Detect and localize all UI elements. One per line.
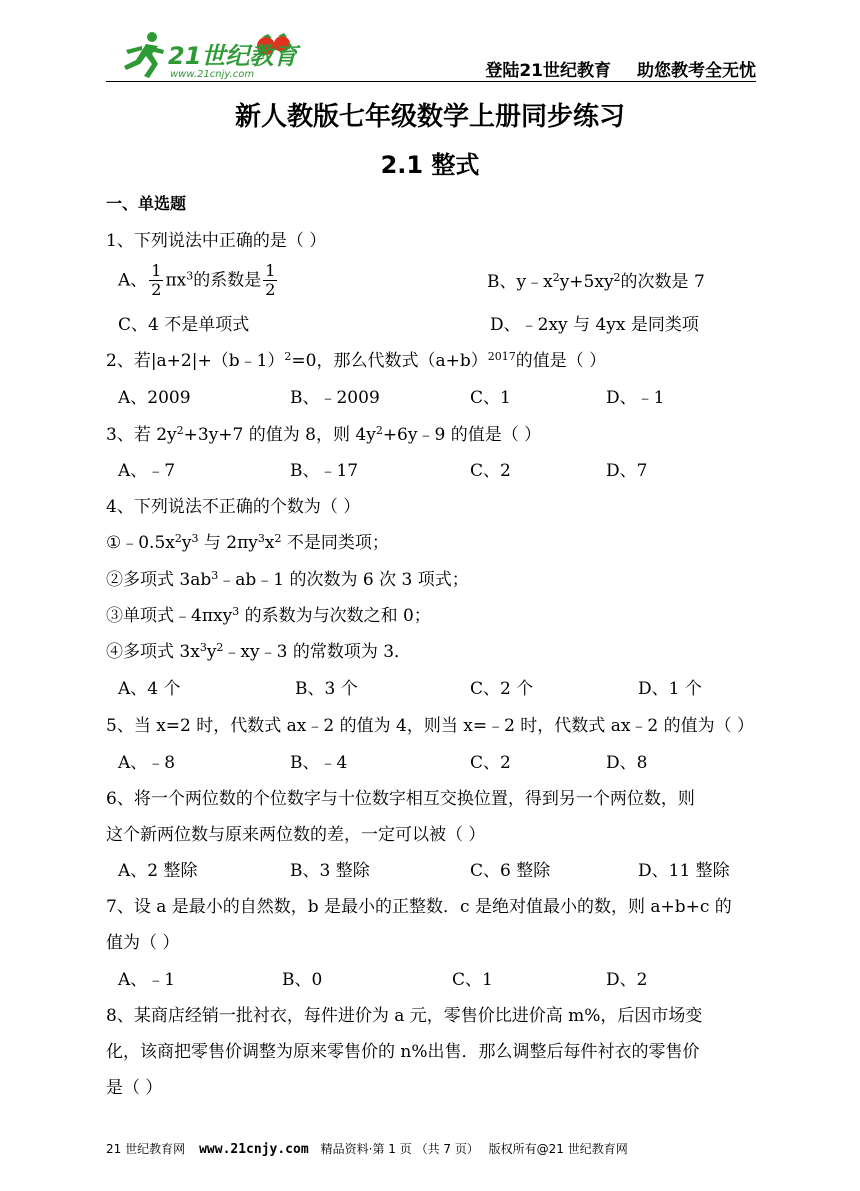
question-6-stem-line-2: 这个新两位数与原来两位数的差，一定可以被（ ） xyxy=(106,825,486,845)
question-1-option-a: A、 $\frac{1}{2}$ $\pi x^3$的系数是 $\frac{1}{2}$ xyxy=(118,261,276,300)
question-7-option-c: C、1 xyxy=(452,970,493,990)
question-8-stem-line-1: 8、某商店经销一批衬衣，每件进价为 a 元，零售价比进价高 m%，后因市场变 xyxy=(106,1006,703,1026)
question-2-stem: 2、若|a+2|+（b﹣1）$^2$=0，那么代数式$(a+b)^{2017}$的值是（ ） xyxy=(106,350,607,371)
question-4-statement-2: ②多项式 $3ab^3﹣ab﹣1$ 的次数为 6 次 3 项式； xyxy=(106,569,469,590)
header-slogan xyxy=(485,56,756,81)
logo-text: 21世纪教育 xyxy=(168,42,298,70)
question-4-option-b: B、3 个 xyxy=(295,679,358,699)
page-footer xyxy=(106,1140,628,1157)
question-2-option-c: C、1 xyxy=(470,388,511,408)
slogan-right: 助您教考全无忧 xyxy=(637,61,756,81)
question-5-option-b: B、﹣4 xyxy=(290,753,348,773)
footer-site-link[interactable]: www.21cnjy.com xyxy=(199,1142,309,1157)
question-7-option-d: D、2 xyxy=(606,970,648,990)
question-2-option-b: B、﹣2009 xyxy=(290,388,380,408)
footer-copyright: 版权所有@21 世纪教育网 xyxy=(488,1142,628,1156)
question-6-option-a: A、2 整除 xyxy=(118,861,198,881)
question-3-option-d: D、7 xyxy=(606,461,648,481)
logo-21cnjy xyxy=(106,28,306,80)
question-6-option-d: D、11 整除 xyxy=(638,861,730,881)
question-4-statement-4: ④多项式 $3x^3y^2﹣xy﹣3$ 的常数项为 3． xyxy=(106,641,412,662)
question-5-option-d: D、8 xyxy=(606,753,648,773)
running-figure-icon xyxy=(124,32,164,78)
slogan-left: 登陆21世纪教育 xyxy=(485,61,611,81)
footer-left: 21 世纪教育网 xyxy=(106,1142,186,1156)
question-7-stem-line-1: 7、设 a 是最小的自然数，b 是最小的正整数．c 是绝对值最小的数，则 a+b+c 的 xyxy=(106,897,732,917)
question-4-option-a: A、4 个 xyxy=(118,679,181,699)
question-3-option-c: C、2 xyxy=(470,461,511,481)
question-2-option-a: A、2009 xyxy=(118,388,191,408)
question-4-option-c: C、2 个 xyxy=(470,679,534,699)
section-heading: 一、单选题 xyxy=(106,194,187,213)
question-7-option-b: B、0 xyxy=(282,970,323,990)
question-1-stem: 1、下列说法中正确的是（ ） xyxy=(106,231,327,251)
question-8-stem-line-2: 化，该商把零售价调整为原来零售价的 n%出售．那么调整后每件衬衣的零售价 xyxy=(106,1042,700,1062)
question-1-option-b: B、$y﹣x^2y+5xy^2$的次数是 7 xyxy=(487,271,705,292)
question-3-stem: 3、若 $2y^2+3y+7$ 的值为 8，则 $4y^2+6y﹣9$ 的值是（ ） xyxy=(106,424,542,445)
page-subtitle: 2.1 整式 xyxy=(380,151,480,179)
question-5-option-a: A、﹣8 xyxy=(118,753,176,773)
question-4-statement-1: $①﹣0.5x^2y^3$ 与 $2\pi y^3x^2$ 不是同类项； xyxy=(106,532,389,553)
header-divider xyxy=(106,81,756,82)
page-title: 新人教版七年级数学上册同步练习 xyxy=(234,102,625,132)
question-7-stem-line-2: 值为（ ） xyxy=(106,933,180,953)
question-6-option-c: C、6 整除 xyxy=(470,861,551,881)
question-1-option-d: D、﹣2xy 与 4yx 是同类项 xyxy=(490,315,699,335)
question-3-option-b: B、﹣17 xyxy=(290,461,359,481)
question-8-stem-line-3: 是（ ） xyxy=(106,1078,163,1098)
question-5-option-c: C、2 xyxy=(470,753,511,773)
page-header xyxy=(106,28,756,82)
question-7-option-a: A、﹣1 xyxy=(118,970,176,990)
question-3-option-a: A、﹣7 xyxy=(118,461,176,481)
question-5-stem: 5、当 x=2 时，代数式 ax﹣2 的值为 4，则当 x=﹣2 时，代数式 ax﹣2 的值为（ ） xyxy=(106,716,755,736)
footer-page-info: 精品资料·第 1 页 （共 7 页） xyxy=(320,1142,479,1156)
fraction: $\frac{1}{2}$ xyxy=(265,261,276,300)
logo-url: www.21cnjy.com xyxy=(170,69,255,80)
question-1-option-c: C、4 不是单项式 xyxy=(118,315,250,335)
question-2-option-d: D、﹣1 xyxy=(606,388,665,408)
question-6-stem-line-1: 6、将一个两位数的个位数字与十位数字相互交换位置，得到另一个两位数，则 xyxy=(106,789,695,809)
question-6-option-b: B、3 整除 xyxy=(290,861,370,881)
fraction: $\frac{1}{2}$ xyxy=(151,261,162,300)
question-4-statement-3: ③单项式﹣4πxy$^3$ 的系数为与次数之和 0； xyxy=(106,605,431,626)
question-4-stem: 4、下列说法不正确的个数为（ ） xyxy=(106,497,361,517)
question-4-option-d: D、1 个 xyxy=(638,679,702,699)
